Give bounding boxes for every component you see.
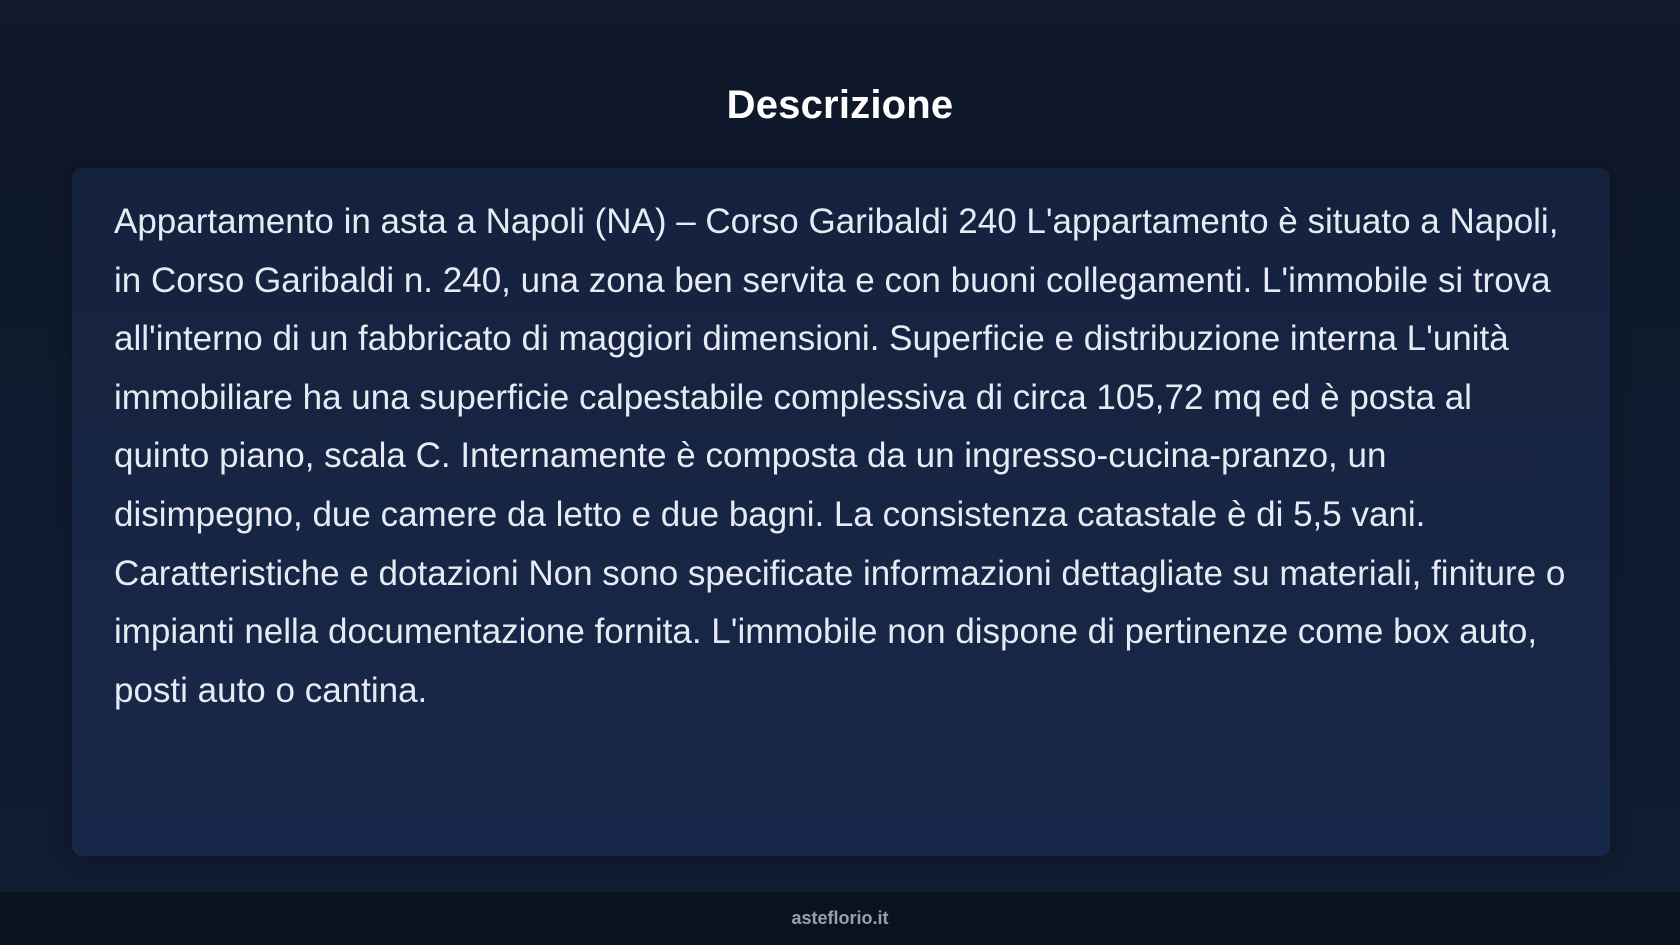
footer-site-name: asteflorio.it [791,908,889,928]
top-band [0,0,1680,68]
description-text: Appartamento in asta a Napoli (NA) – Corso Garibaldi 240 L'appartamento è situato a Napoli, in Corso Garibaldi n. 240, una zona ben servita e con buoni collegamenti. L'immobile si trova all'interno di un fabbricato di maggiori dimensioni. Superficie e distribuzione interna L'unità immobiliare ha una superficie calpestabile complessiva di circa 105,72 mq ed è posta al quinto piano, scala C. Internamente è composta da un ingresso-cucina-pranzo, un disimpegno, due camere da letto e due bagni. La consistenza catastale è di 5,5 vani. Caratteristiche e dotazioni Non sono specificate informazioni dettagliate su materiali, finiture o impianti nella documentazione fornita. L'immobile non dispone di pertinenze come box auto, posti auto o cantina. [114,202,1566,710]
description-card [72,168,1610,856]
section-title: Descrizione [726,83,954,127]
footer [0,892,1680,945]
